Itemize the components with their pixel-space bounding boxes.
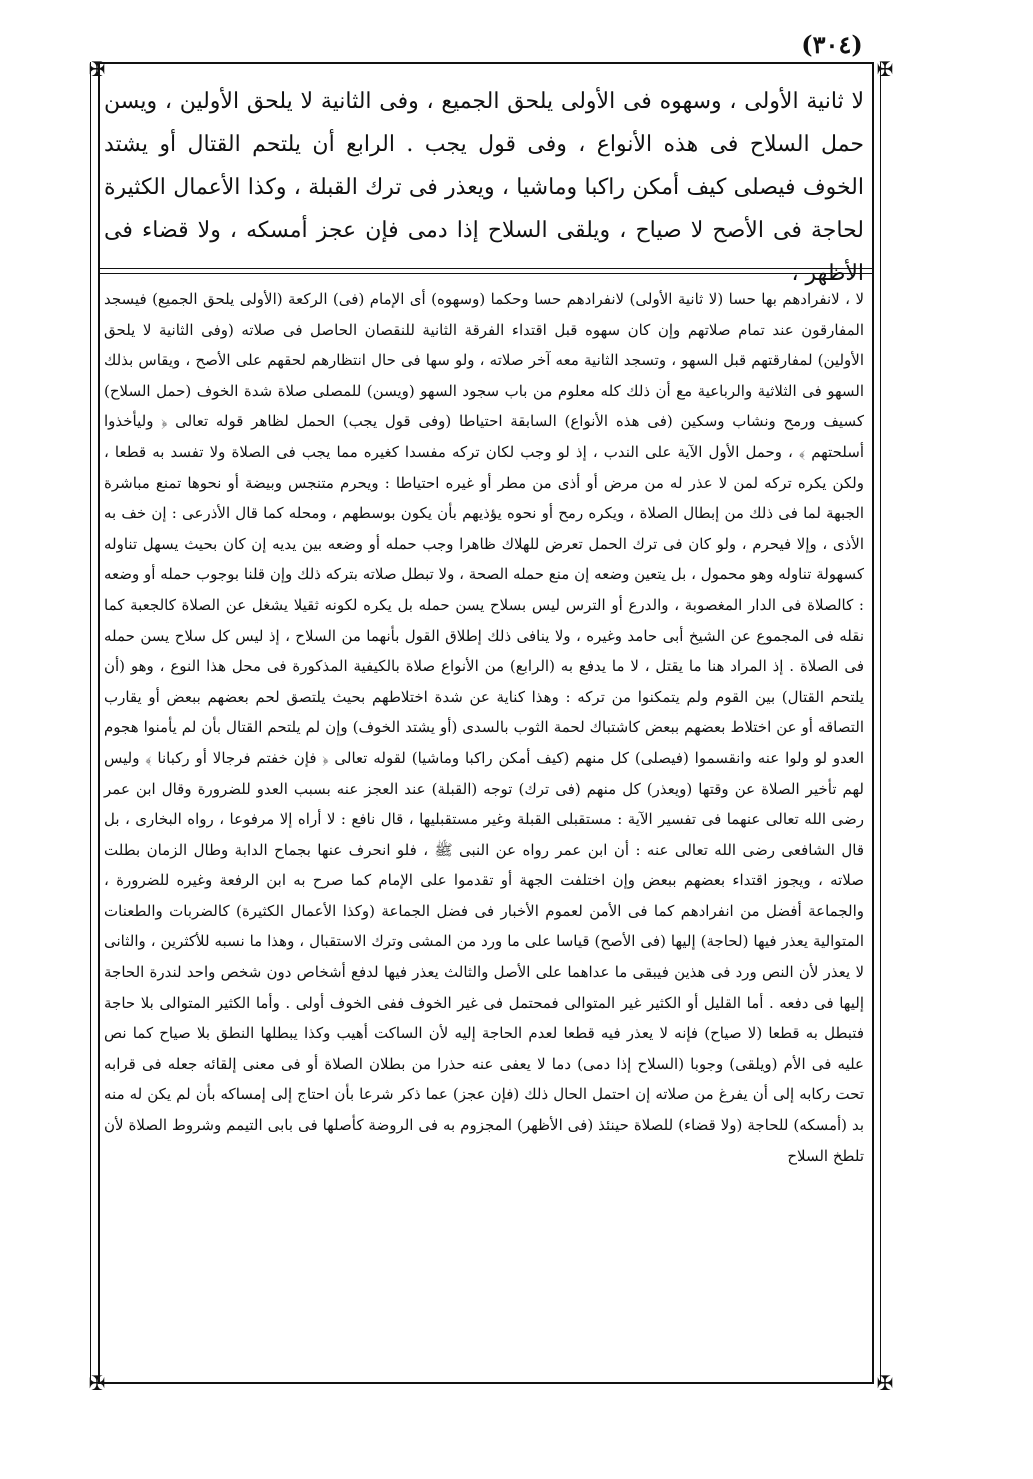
main-text [104,80,864,295]
corner-ornament-icon: ✠ [88,1371,106,1395]
frame-outer-left-rule [90,62,91,1382]
commentary-body: لا ، لانفرادهم بها حسا (لا ثانية الأولى) لانفرادهم حسا وحكما (وسهوه) أى الإمام (فى) الركعة (الأولى يلحق الجميع) فيسجد المفارقون عند تمام صلاتهم وإن كان سهوه قبل اقتداء الفرقة الثانية للنقصان الحاصل فى صلاته (وفى الثانية لا يلحق الأولين) لمفارقتهم قبل السهو ، وتسجد الثانية معه آخر صلاته ، ولو سها فى حال انتظارهم لحقهم على الأصح ، ويقاس بذلك السهو فى الثلاثية والرباعية مع أن ذلك كله معلوم من باب سجود السهو (ويسن) للمصلى صلاة شدة الخوف (حمل السلاح) كسيف ورمح ونشاب وسكين (فى هذه الأنواع) السابقة احتياطا (وفى قول يجب) الحمل لظاهر قوله تعالى ﴿ وليأخذوا أسلحتهم ﴾ ، وحمل الأول الآية على الندب ، إذ لو وجب لكان تركه مفسدا كغيره مما يجب فى الصلاة ولا تفسد به قطعا ، ولكن يكره تركه لمن لا عذر له من مرض أو أذى من مطر أو غيره احتياطا : ويحرم متنجس وبيضة أو نحوها تمنع مباشرة الجبهة لما فى ذلك من إبطال الصلاة ، ويكره رمح أو نحوه يؤذيهم بأن يكون بوسطهم ، ومحله كما قال الأذرعى : إن خف به الأذى ، وإلا فيحرم ، ولو كان فى ترك الحمل تعرض للهلاك ظاهرا وجب حمله أو وضعه بين يديه إن كان بحيث يسهل تناوله كسهولة تناوله وهو محمول ، بل يتعين وضعه إن منع حمله الصحة ، ولا تبطل صلاته بتركه ذلك وإن قلنا بوجوب حمله أو وضعه : كالصلاة فى الدار المغصوبة ، والدرع أو الترس ليس بسلاح يسن حمله بل يكره لكونه ثقيلا يشغل عن الصلاة كالجعبة كما نقله فى المجموع عن الشيخ أبى حامد وغيره ، ولا ينافى ذلك إطلاق القول بأنهما من السلاح ، إذ ليس كل سلاح يسن حمله فى الصلاة . إذ المراد هنا ما يقتل ، لا ما يدفع به (الرابع) من الأنواع صلاة بالكيفية المذكورة فى محل هذا النوع ، وهو (أن يلتحم القتال) بين القوم ولم يتمكنوا من تركه : وهذا كناية عن شدة اختلاطهم بحيث يلتصق لحم بعضهم ببعض أو يقارب التصاقه أو عن اختلاط بعضهم ببعض كاشتباك لحمة الثوب بالسدى (أو يشتد الخوف) وإن لم يلتحم القتال بأن لم يأمنوا هجوم العدو لو ولوا عنه وانقسموا (فيصلى) كل منهم (كيف أمكن راكبا وماشيا) لقوله تعالى ﴿ فإن خفتم فرجالا أو ركبانا ﴾ وليس لهم تأخير الصلاة عن وقتها (ويعذر) كل منهم (فى ترك) توجه (القبلة) عند العجز عنه بسبب العدو للضرورة وقال ابن عمر رضى الله تعالى عنهما فى تفسير الآية : مستقبلى القبلة وغير مستقبليها ، قال نافع : لا أراه إلا مرفوعا ، رواه البخارى ، بل قال الشافعى رضى الله تعالى عنه : أن ابن عمر رواه عن النبى ﷺ ، فلو انحرف عنها بجماح الدابة وطال الزمان بطلت صلاته ، ويجوز اقتداء بعضهم ببعض وإن اختلفت الجهة أو تقدموا على الإمام كما صرح به ابن الرفعة وغيره للضرورة ، والجماعة أفضل من انفرادهم كما فى الأمن لعموم الأخبار فى فضل الجماعة (وكذا الأعمال الكثيرة) كالضربات والطعنات المتوالية يعذر فيها (لحاجة) إليها (فى الأصح) قياسا على ما ورد من المشى وترك الاستقبال ، وهذا ما نسبه للأكثرين ، والثانى لا يعذر لأن النص ورد فى هذين فيبقى ما عداهما على الأصل والثالث يعذر فيها لدفع أشخاص دون شخص واحد لندرة الحاجة إليها فى دفعه . أما القليل أو الكثير غير المتوالى فمحتمل فى غير الخوف ففى الخوف أولى . وأما الكثير المتوالى بلا حاجة فتبطل به قطعا (لا صياح) فإنه لا يعذر فيه قطعا لعدم الحاجة إليه لأن الساكت أهيب وكذا يبطلها النطق بلا صياح كما نص عليه فى الأم (ويلقى) وجوبا (السلاح إذا دمى) دما لا يعفى عنه حذرا من بطلان الصلاة أو فى معنى إلقائه جعله فى قرابه تحت ركابه إلى أن يفرغ من صلاته إن احتمل الحال ذلك (فإن عجز) عما ذكر شرعا بأن احتاج إلى إمساكه بأن لم يكن له منه بد (أمسكه) للحاجة (ولا قضاء) للصلاة حينئذ (فى الأظهر) المجزوم به فى الروضة كأصلها فى بابى التيمم وشروط الصلاة لأن تلطخ السلاح [104,290,864,1165]
page-number: (٣٠٤) [801,30,863,59]
corner-ornament-icon: ✠ [876,1371,894,1395]
frame-outer-right-rule [880,62,881,1382]
divider-rule [98,273,874,274]
corner-ornament-icon: ✠ [876,57,894,81]
divider-rule [98,268,874,269]
corner-ornament-icon: ✠ [88,57,106,81]
commentary-text [104,284,864,1171]
main-text-body: لا ثانية الأولى ، وسهوه فى الأولى يلحق الجميع ، وفى الثانية لا يلحق الأولين ، ويسن حمل السلاح فى هذه الأنواع ، وفى قول يجب . الرابع أن يلتحم القتال أو يشتد الخوف فيصلى كيف أمكن راكبا وماشيا ، ويعذر فى ترك القبلة ، وكذا الأعمال الكثيرة لحاجة فى الأصح لا صياح ، ويلقى السلاح إذا دمى فإن عجز أمسكه ، ولا قضاء فى الأظهر ، [104,89,864,286]
